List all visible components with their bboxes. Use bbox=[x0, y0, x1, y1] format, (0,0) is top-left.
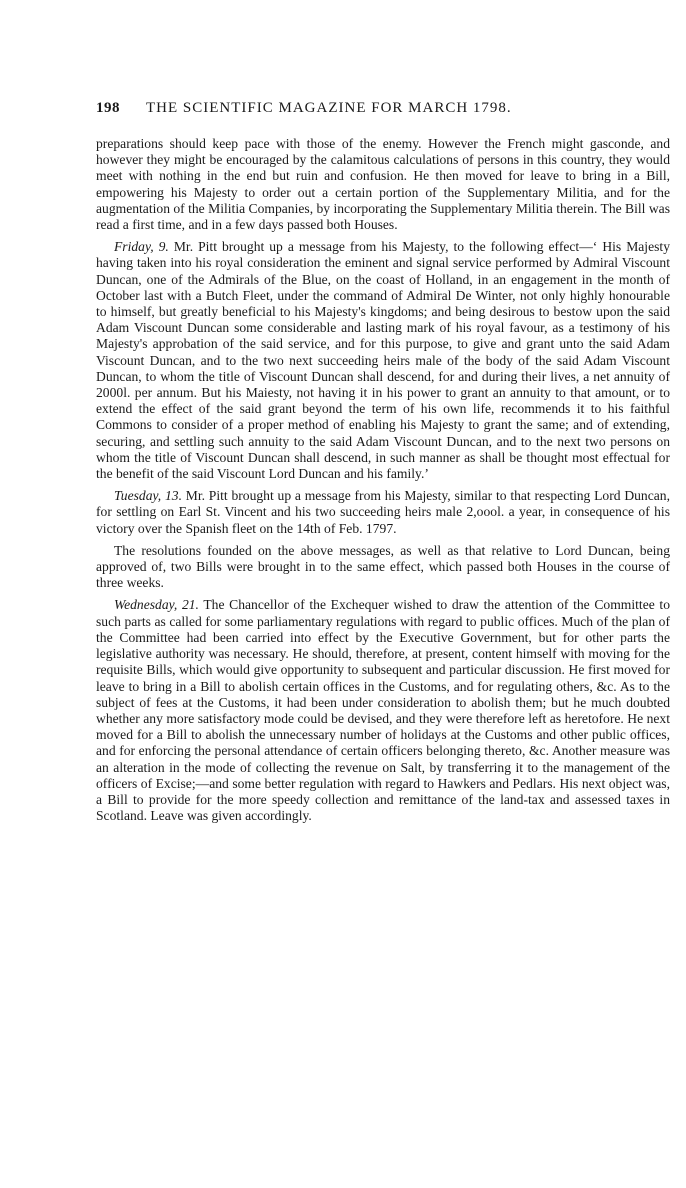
running-head: THE SCIENTIFIC MAGAZINE FOR MARCH 1798. bbox=[146, 100, 512, 116]
page-number: 198 bbox=[96, 100, 120, 116]
magazine-page bbox=[96, 100, 670, 830]
paragraph-text: Mr. Pitt brought up a message from his Majesty, similar to that respecting Lord Duncan, for settling on Earl St. Vincent and his two succeeding heirs male 2,oool. a year, in consequence of his victory over the Spanish fleet on the 14th of Feb. 1797. bbox=[96, 488, 670, 536]
page-header bbox=[96, 100, 670, 128]
paragraph-text: The Chancellor of the Exchequer wished to draw the attention of the Committee to such parts as called for some parliamentary regulations with regard to public offices. Much of the plan of the Committee had been carried into effect by the Executive Government, but for other parts the legislative authority was necessary. He should, therefore, at present, content himself with moving for the requisite Bills, which would give opportunity to subsequent and particular discussion. He first moved for leave to bring in a Bill to abolish certain offices in the Customs, and for regulating others, &c. As to the subject of fees at the Customs, it had been under consideration to abolish them; but he much doubted whether any more satisfactory mode could be devised, and they were therefore left as heretofore. He next moved for a Bill to abolish the unnecessary number of holidays at the Customs and other public offices, and for enforcing the personal attendance of certain officers belonging thereto, &c. Another measure was an alteration in the mode of collecting the revenue on Salt, by transferring it to the management of the officers of Excise;—and some better regulation with regard to Hawkers and Pedlars. His next object was, a Bill to provide for the more speedy collection and remittance of the land-tax and assessed taxes in Scotland. Leave was given accordingly. bbox=[96, 597, 670, 824]
paragraph-text: The resolutions founded on the above messages, as well as that relative to Lord Duncan, being approved of, two Bills were brought in to the same effect, which passed both Houses in the course of three weeks. bbox=[96, 542, 670, 591]
paragraph-wednesday bbox=[96, 597, 670, 824]
paragraph-date: Friday, 9. bbox=[114, 239, 169, 255]
paragraph-tuesday bbox=[96, 488, 670, 537]
paragraph-resolutions bbox=[96, 543, 670, 592]
paragraph-friday bbox=[96, 239, 670, 482]
paragraph-continuation bbox=[96, 136, 670, 233]
paragraph-date: Wednesday, 21. bbox=[114, 597, 199, 613]
paragraph-date: Tuesday, 13. bbox=[114, 488, 182, 504]
paragraph-text: Mr. Pitt brought up a message from his Majesty, to the following effect—‘ His Majesty having taken into his royal consideration the eminent and signal service performed by Admiral Viscount Duncan, one of the Admirals of the Blue, on the coast of Holland, in an engagement in the month of October last with a Butch Fleet, under the command of Admiral De Winter, not only highly honourable to himself, but greatly beneficial to his Majesty's kingdoms; and being desirous to bestow upon the said Adam Viscount Duncan some considerable and lasting mark of his royal favour, as a testimony of his Majesty's approbation of the said service, and for this purpose, to give and grant unto the said Adam Viscount Duncan, and to the two next succeeding heirs male of the body of the said Adam Viscount Duncan, to whom the title of Viscount Duncan shall descend, for and during their lives, a net annuity of 2000l. per annum. But his Maiesty, not having it in his power to grant an annuity to that amount, or to extend the effect of the said grant beyond the term of his own life, recommends it to his faithful Commons to consider of a proper method of enabling his Majesty to grant the same; and of extending, securing, and settling such annuity to the said Adam Viscount Duncan, and to the next two persons on whom the title of Viscount Duncan shall descend, in such manner as shall be thought most effectual for the benefit of the said Viscount Lord Duncan and his family.’ bbox=[96, 239, 670, 482]
paragraph-text: preparations should keep pace with those of the enemy. However the French might gasconde, and however they might be encouraged by the calamitous calculations of persons in this country, they would meet with nothing in the end but ruin and confusion. He then moved for leave to bring in a Bill, empowering his Majesty to order out a certain portion of the Supplementary Militia, and for the augmentation of the Militia Companies, by incorporating the Supplementary Militia therein. The Bill was read a first time, and in a few days passed both Houses. bbox=[96, 136, 670, 233]
